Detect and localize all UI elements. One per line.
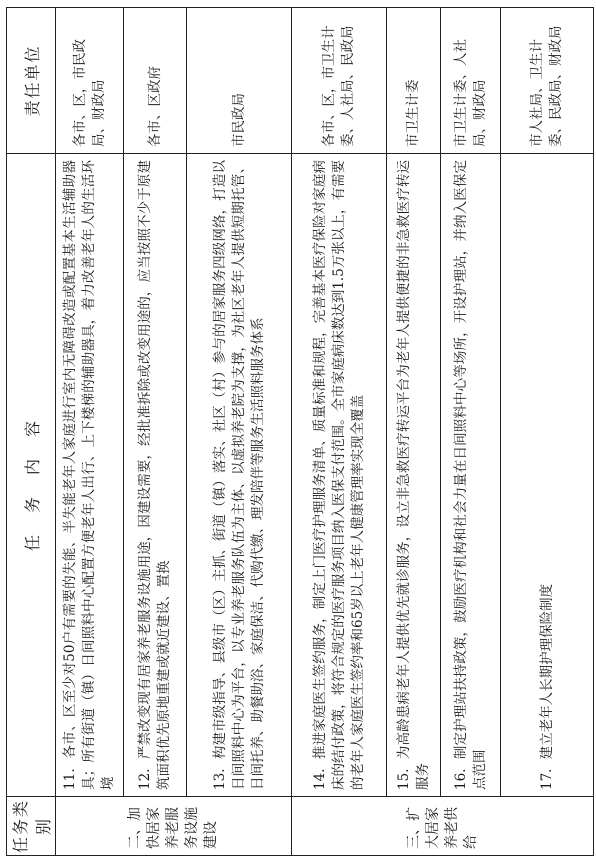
task-cell: 17．建立老年人长期护理保险制度 [501, 154, 594, 797]
category-cell: 三、扩大居家养老供给 [292, 797, 594, 856]
task-cell: 11．各市、区至少对50户有需要的失能、半失能老年人家庭进行室内无障碍改造或配置基本生活辅助器具；所有街道（镇）日间照料中心配置方便老年人出行、上下楼梯的辅助器具，着力改善老年人的生活环境 [56, 154, 124, 797]
unit-cell: 市人社局、卫生计委、民政局、财政局 [501, 8, 594, 154]
header-content: 任务内容 [7, 154, 56, 797]
table-header-row [7, 8, 56, 856]
unit-cell: 市卫生计委 [387, 8, 441, 154]
table-row [292, 8, 387, 856]
unit-cell: 各市、区，市卫生计委、人社局、民政局 [292, 8, 387, 154]
table-row [56, 8, 124, 856]
task-cell: 13．构建市级指导、县级市（区）主抓、街道（镇）落实、社区（村）参与的居家服务四级网络，打造以日间照料中心为平台，以专业养老服务队伍为主体、以虚拟养老院为支撑，为社区老年人提供短期托管、日间托养、助餐助浴、家庭保洁、代购代缴、理发陪伴等服务生活照料服务体系 [187, 154, 292, 797]
unit-cell: 各市、区，市民政局、财政局 [56, 8, 124, 154]
category-cell: 二、加快居家养老服务设施建设 [56, 797, 292, 856]
header-unit: 责任单位 [7, 8, 56, 154]
unit-cell: 市卫生计委、人社局、财政局 [441, 8, 501, 154]
task-table [6, 7, 594, 856]
task-cell: 14．推进家庭医生签约服务，制定上门医疗护理服务清单、质量标准和规程，完善基本医疗保险对家庭病床的结付政策，将符合规定的医疗服务项目纳入医保支付范围。全市家庭病床数达到1.5万张以上，有需要的老年人家庭医生签约率和65岁以上老年人健康管理率实现全覆盖 [292, 154, 387, 797]
table-row [124, 8, 187, 856]
task-cell: 15．为高龄患病老年人提供优先就诊服务，设立非急救医疗转运平台为老年人提供便捷的非急救医疗转运服务 [387, 154, 441, 797]
task-cell: 16．制定护理站扶持政策，鼓励医疗机构和社会力量在日间照料中心等场所，开设护理站，并纳入医保定点范围 [441, 154, 501, 797]
header-category: 任务类别 [7, 797, 56, 856]
table-row [501, 8, 594, 856]
table-row [387, 8, 441, 856]
table-row [441, 8, 501, 856]
unit-cell: 各市、区政府 [124, 8, 187, 154]
unit-cell: 市民政局 [187, 8, 292, 154]
task-cell: 12．严禁改变现有居家养老服务设施用途，因建设需要，经批准拆除或改变用途的，应当按照不少于原建筑面积优先原地重建或就近建设、置换 [124, 154, 187, 797]
table-row [187, 8, 292, 856]
